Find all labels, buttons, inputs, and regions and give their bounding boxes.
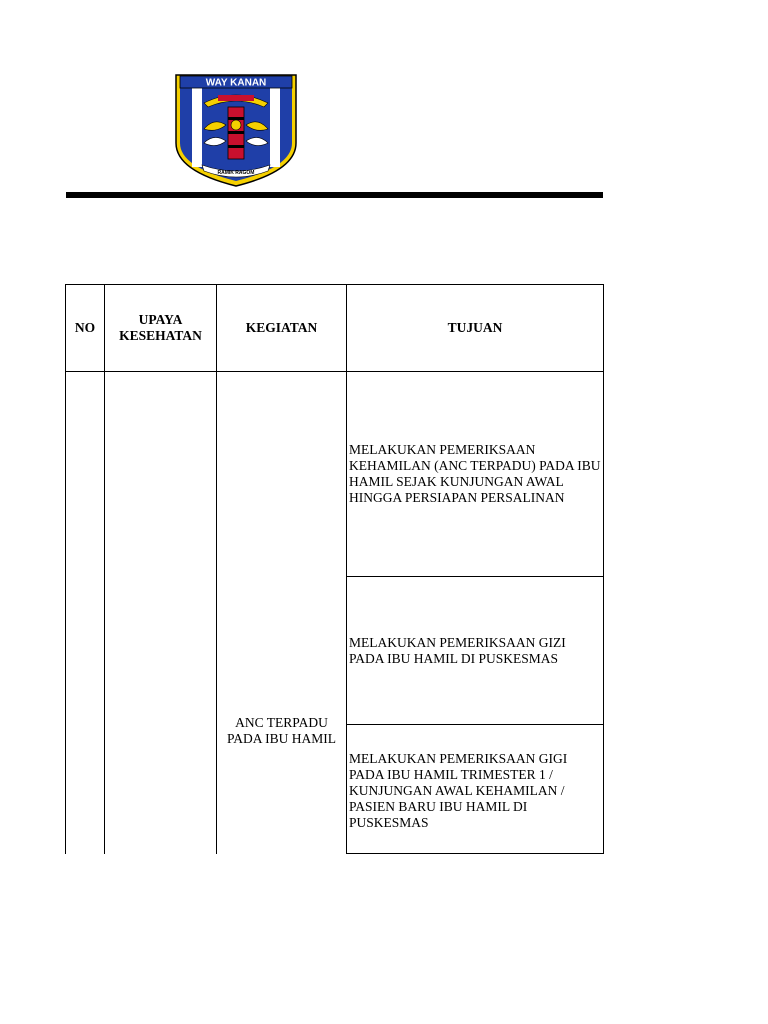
kegiatan-cell: ANC TERPADU PADA IBU HAMIL bbox=[226, 715, 336, 746]
svg-text:WAY KANAN: WAY KANAN bbox=[205, 77, 267, 89]
column-border bbox=[65, 372, 66, 854]
tujuan-text: MELAKUKAN PEMERIKSAAN GIGI PADA IBU HAMIL TRIMESTER 1 / KUNJUNGAN AWAL KEHAMILAN / PASIEN BARU IBU HAMIL DI PUSKESMAS bbox=[349, 751, 568, 830]
header-rule bbox=[66, 192, 603, 198]
activity-table bbox=[65, 284, 604, 854]
column-border bbox=[216, 372, 217, 854]
tujuan-cell bbox=[346, 371, 604, 577]
svg-text:RAMIK RAGOM: RAMIK RAGOM bbox=[217, 170, 255, 176]
column-border bbox=[104, 372, 105, 854]
tujuan-text: MELAKUKAN PEMERIKSAAN KEHAMILAN (ANC TERPADU) PADA IBU HAMIL SEJAK KUNJUNGAN AWAL HINGGA PERSIAPAN PERSALINAN bbox=[349, 442, 601, 505]
tujuan-text: MELAKUKAN PEMERIKSAAN GIZI PADA IBU HAMIL DI PUSKESMAS bbox=[349, 634, 566, 666]
shield-emblem-icon bbox=[174, 73, 298, 188]
tujuan-cell bbox=[346, 576, 604, 725]
tujuan-cell bbox=[346, 724, 604, 854]
header-tujuan: TUJUAN bbox=[346, 284, 604, 372]
header-kegiatan: KEGIATAN bbox=[216, 284, 347, 372]
header-no: NO bbox=[65, 284, 105, 372]
way-kanan-logo bbox=[174, 73, 298, 188]
header-upaya-kesehatan: UPAYA KESEHATAN bbox=[104, 284, 217, 372]
